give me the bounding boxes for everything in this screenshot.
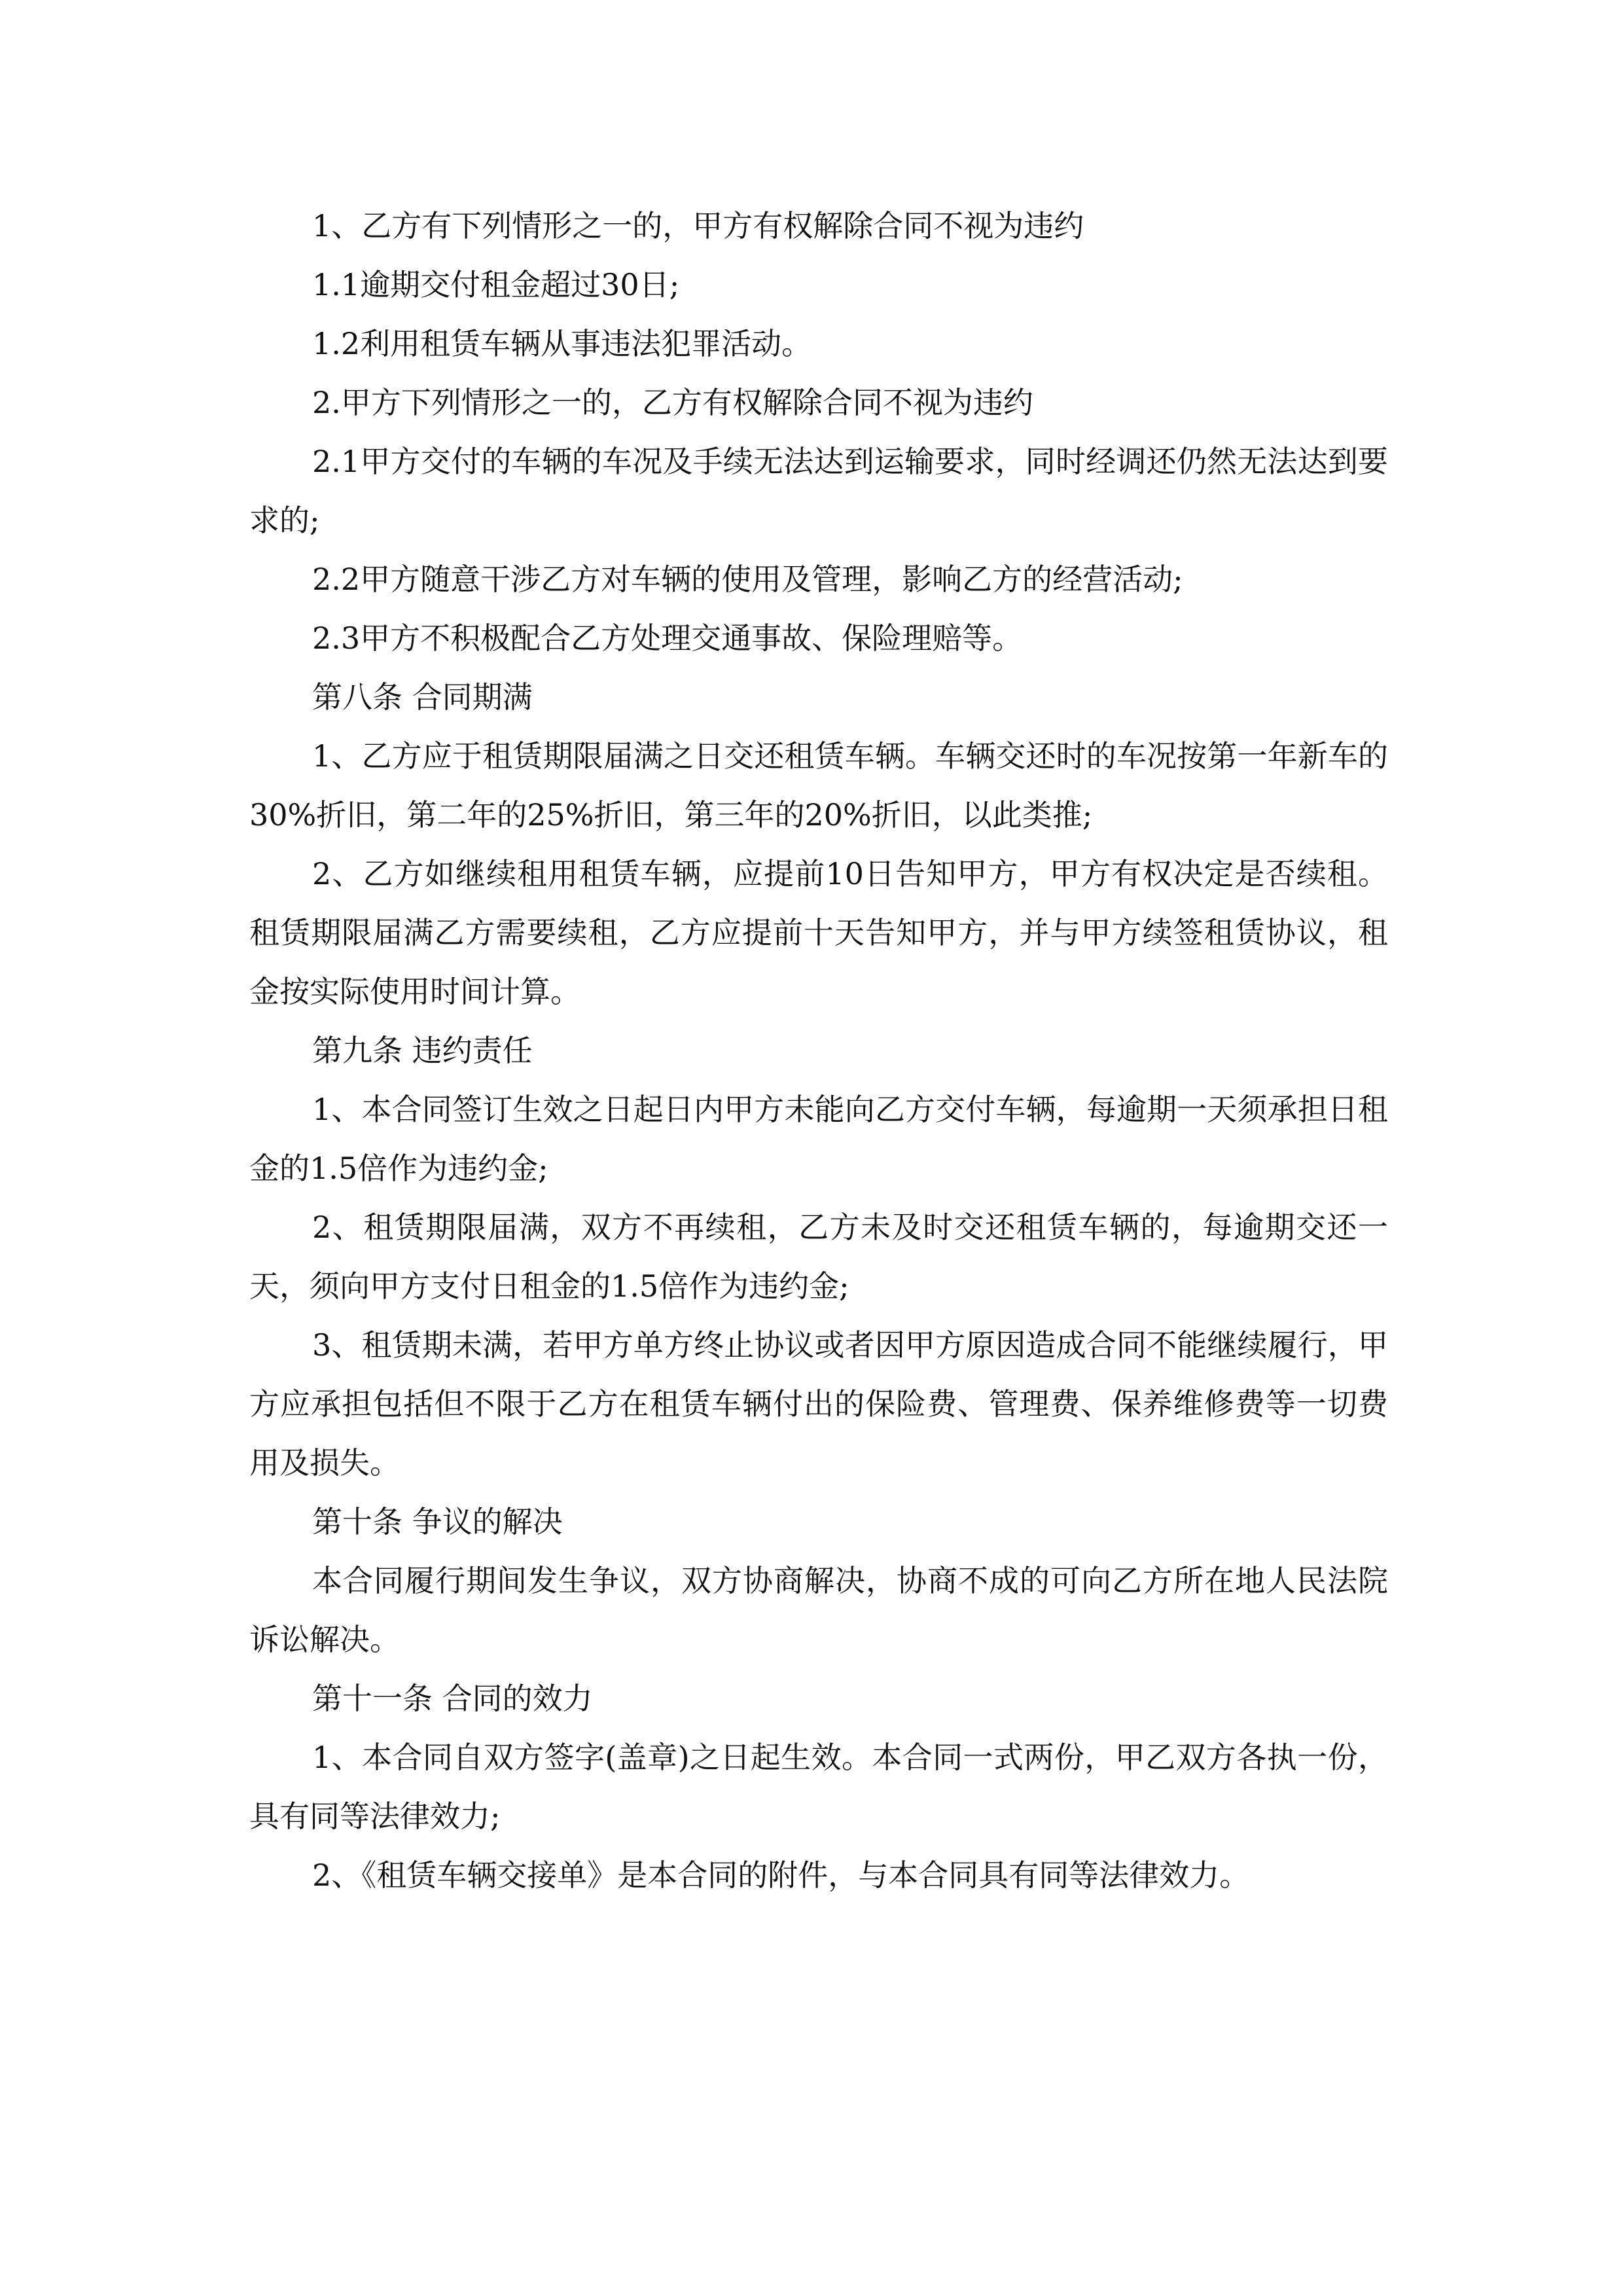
clause-2-2: 2.2甲方随意干涉乙方对车辆的使用及管理，影响乙方的经营活动; (312, 562, 1183, 597)
article-9-item-1: 1、本合同签订生效之日起日内甲方未能向乙方交付车辆，每逾期一天须承担日租金的1.5倍作为违约金; (249, 1092, 1388, 1186)
article-8-heading: 第八条 合同期满 (312, 679, 533, 715)
article-11-item-1: 1、本合同自双方签字(盖章)之日起生效。本合同一式两份，甲乙双方各执一份，具有同等法律效力; (249, 1740, 1388, 1834)
clause-2-termination-by-b: 2.甲方下列情形之一的，乙方有权解除合同不视为违约 (312, 385, 1033, 420)
clause-1-1: 1.1逾期交付租金超过30日; (312, 267, 680, 302)
article-9-heading: 第九条 违约责任 (312, 1033, 533, 1068)
article-11-item-2: 2、《租赁车辆交接单》是本合同的附件，与本合同具有同等法律效力。 (312, 1857, 1250, 1893)
article-9-item-2: 2、租赁期限届满，双方不再续租，乙方未及时交还租赁车辆的，每逾期交还一天，须向甲方支付日租金的1.5倍作为违约金; (249, 1210, 1388, 1304)
article-10-body: 本合同履行期间发生争议，双方协商解决，协商不成的可向乙方所在地人民法院诉讼解决。 (249, 1563, 1388, 1657)
clause-2-1: 2.1甲方交付的车辆的车况及手续无法达到运输要求，同时经调还仍然无法达到要求的; (249, 444, 1388, 538)
article-9-item-3: 3、租赁期未满，若甲方单方终止协议或者因甲方原因造成合同不能继续履行，甲方应承担包括但不限于乙方在租赁车辆付出的保险费、管理费、保养维修费等一切费用及损失。 (249, 1327, 1388, 1480)
article-8-item-1: 1、乙方应于租赁期限届满之日交还租赁车辆。车辆交还时的车况按第一年新车的30%折旧，第二年的25%折旧，第三年的20%折旧，以此类推; (249, 738, 1388, 833)
article-8-item-2: 2、乙方如继续租用租赁车辆，应提前10日告知甲方，甲方有权决定是否续租。租赁期限届满乙方需要续租，乙方应提前十天告知甲方，并与甲方续签租赁协议，租金按实际使用时间计算。 (249, 856, 1388, 1009)
article-11-heading: 第十一条 合同的效力 (312, 1681, 593, 1716)
clause-2-3: 2.3甲方不积极配合乙方处理交通事故、保险理赔等。 (312, 620, 1023, 656)
contract-body (249, 196, 1388, 1905)
clause-1-termination-by-a: 1、乙方有下列情形之一的，甲方有权解除合同不视为违约 (312, 208, 1084, 243)
article-10-heading: 第十条 争议的解决 (312, 1504, 563, 1539)
clause-1-2: 1.2利用租赁车辆从事违法犯罪活动。 (312, 326, 812, 361)
